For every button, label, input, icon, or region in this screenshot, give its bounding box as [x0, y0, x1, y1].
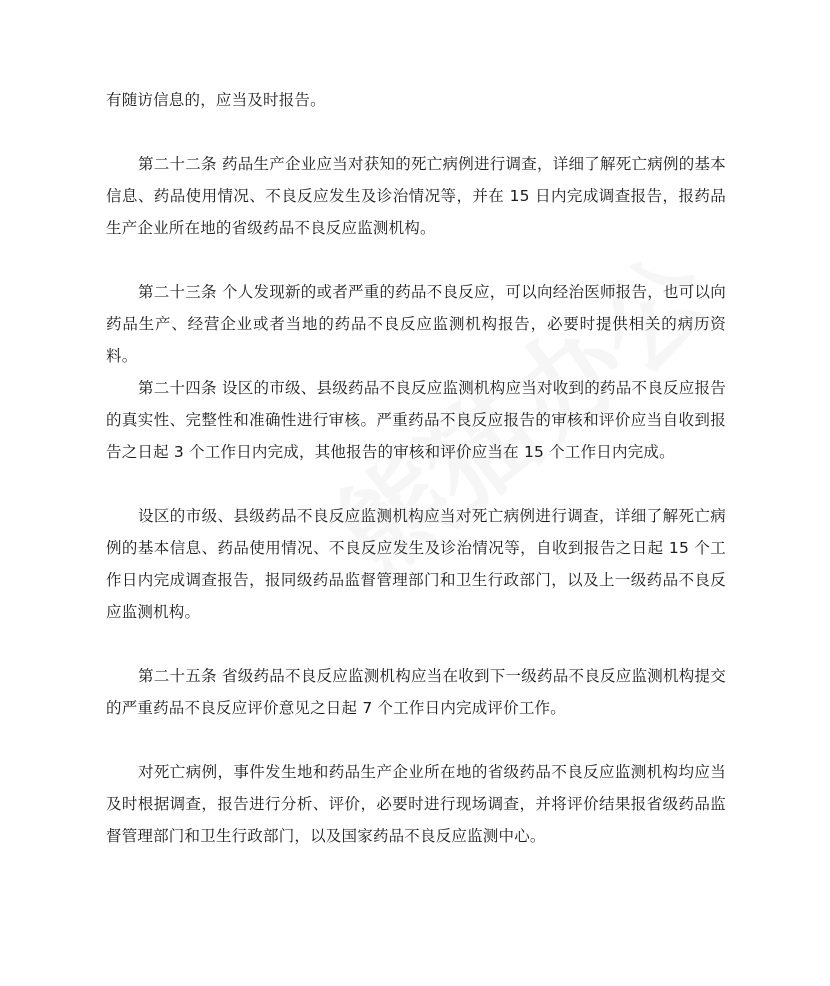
paragraph-article-25-cont: 对死亡病例，事件发生地和药品生产企业所在地的省级药品不良反应监测机构均应当及时根据调查，报告进行分析、评价，必要时进行现场调查，并将评价结果报省级药品监督管理部门和卫生行政部门，以及国家药品不良反应监测中心。	[106, 763, 726, 845]
paragraph-article-22: 第二十二条 药品生产企业应当对获知的死亡病例进行调查，详细了解死亡病例的基本信息、药品使用情况、不良反应发生及诊治情况等，并在 15 日内完成调查报告，报药品生产企业所在地的省级药品不良反应监测机构。	[106, 155, 726, 237]
paragraph-article-25: 第二十五条 省级药品不良反应监测机构应当在收到下一级药品不良反应监测机构提交的严重药品不良反应评价意见之日起 7 个工作日内完成评价工作。	[106, 667, 726, 717]
paragraph-article-24: 第二十四条 设区的市级、县级药品不良反应监测机构应当对收到的药品不良反应报告的真实性、完整性和准确性进行审核。严重药品不良反应报告的审核和评价应当自收到报告之日起 3 个工作日内完成，其他报告的审核和评价应当在 15 个工作日内完成。	[106, 379, 726, 461]
paragraph-article-24-cont: 设区的市级、县级药品不良反应监测机构应当对死亡病例进行调查，详细了解死亡病例的基本信息、药品使用情况、不良反应发生及诊治情况等，自收到报告之日起 15 个工作日内完成调查报告，报同级药品监督管理部门和卫生行政部门，以及上一级药品不良反应监测机构。	[106, 507, 726, 621]
paragraph-article-23: 第二十三条 个人发现新的或者严重的药品不良反应，可以向经治医师报告，也可以向药品生产、经营企业或者当地的药品不良反应监测机构报告，必要时提供相关的病历资料。	[106, 283, 726, 365]
paragraph-continuation: 有随访信息的，应当及时报告。	[106, 91, 326, 109]
